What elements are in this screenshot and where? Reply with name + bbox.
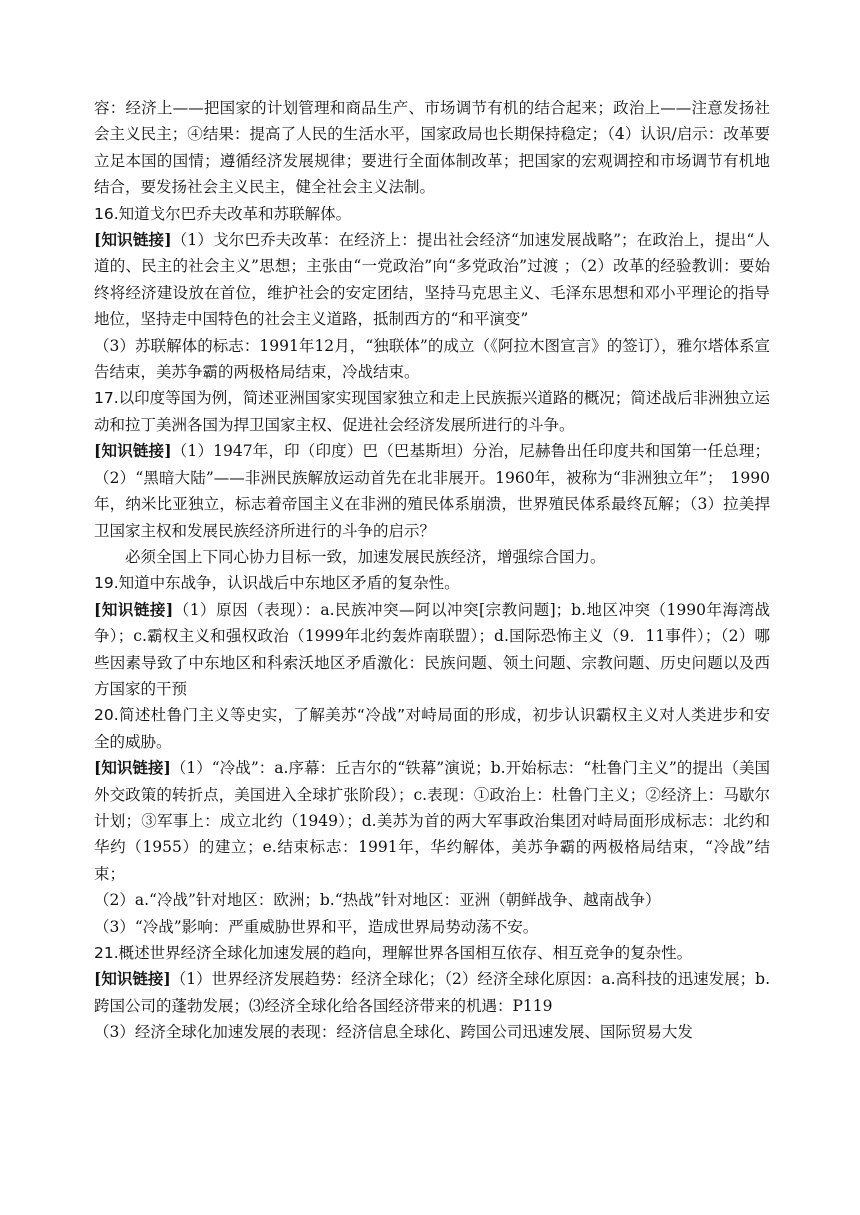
paragraph-body: （3）经济全球化加速发展的表现：经济信息全球化、跨国公司迅速发展、国际贸易大发 — [94, 1023, 693, 1042]
knowledge-link-tag: [知识链接] — [94, 441, 172, 461]
paragraph-body: 容：经济上——把国家的计划管理和商品生产、市场调节有机的结合起来；政治上——注意发扬社会主义民主；④结果：提高了人民的生活水平，国家政局也长期保持稳定；（4）认识/启示：改革要立足本国的国情；遵循经济发展规律；要进行全面体制改革；把国家的宏观调控和市场调节有机地结合，要发扬社会主义民主，健全社会主义法制。 — [94, 99, 770, 197]
knowledge-link-tag: [知识链接] — [94, 599, 174, 619]
section-heading-21: 21.概述世界经济全球化加速发展的趋向，理解世界各国相互依存、相互竞争的复杂性。 — [94, 944, 693, 962]
paragraph-body: （2）a.“冷战”针对地区：欧洲；b.“热战”针对地区：亚洲（朝鲜战争、越南战争） — [94, 891, 661, 910]
paragraph-body: （3）苏联解体的标志：1991年12月，“独联体”的成立（《阿拉木图宣言》的签订），雅尔塔体系宣告结束，美苏争霸的两极格局结束，冷战结束。 — [94, 336, 770, 382]
section-heading-19: 19.知道中东战争，认识战后中东地区矛盾的复杂性。 — [94, 574, 460, 593]
knowledge-link-tag: [知识链接] — [94, 758, 171, 778]
section-heading-16: 16.知道戈尔巴乔夫改革和苏联解体。 — [94, 204, 352, 223]
knowledge-link-text: （1）戈尔巴乔夫改革：在经济上：提出社会经济“加速发展战略”；在政治上，提出“人道的、民主的社会主义”思想；主张由“一党政治”向“多党政治”过渡 ；（2）改革的经验教训：要始终将经济建设放在首位，维护社会的安定团结，坚持马克思主义、毛泽东思想和邓小平理论的指导地位，坚持走中国特色的社会主义道路，抵制西方的“和平演变” — [94, 231, 770, 329]
knowledge-link-paragraph — [94, 966, 770, 1019]
knowledge-link-text: （1）“冷战”：a.序幕：丘吉尔的“铁幕”演说；b.开始标志：“杜鲁门主义”的提出（美国外交政策的转折点，美国进入全球扩张阶段）；c.表现：①政治上：杜鲁门主义；②经济上：马歇尔计划；③军事上：成立北约（1949）；d.美苏为首的两大军事政治集团对峙局面形成标志：北约和华约（1955）的建立；e.结束标志：1991年，华约解体，美苏争霸的两极格局结束，“冷战”结束； — [94, 759, 770, 883]
knowledge-link-text: （1）世界经济发展趋势：经济全球化；（2）经济全球化原因：a.高科技的迅速发展；b.跨国公司的蓬勃发展；⑶经济全球化给各国经济带来的机遇：P119 — [94, 970, 771, 1015]
knowledge-link-paragraph — [94, 438, 770, 544]
section-heading-17: 17.以印度等国为例，简述亚洲国家实现国家独立和走上民族振兴道路的概况；简述战后非洲独立运动和拉丁美洲各国为捍卫国家主权、促进社会经济发展所进行的斗争。 — [94, 389, 770, 434]
knowledge-link-paragraph — [94, 755, 770, 887]
knowledge-link-tag: [知识链接] — [94, 230, 172, 250]
paragraph-indented: 必须全国上下同心协力目标一致，加速发展民族经济，增强综合国力。 — [125, 547, 606, 566]
paragraph-body: （3）“冷战”影响：严重威胁世界和平，造成世界局势动荡不安。 — [94, 917, 539, 936]
section-heading-20: 20.简述杜鲁门主义等史实，了解美苏“冷战”对峙局面的形成，初步认识霸权主义对人类进步和安全的威胁。 — [94, 706, 770, 751]
knowledge-link-text: （1）原因（表现）：a.民族冲突—阿以冲突[宗教问题]；b.地区冲突（1990年海湾战争）；c.霸权主义和强权政治（1999年北约轰炸南联盟）；d.国际恐怖主义（9．11事件）；（2）哪些因素导致了中东地区和科索沃地区矛盾激化：民族问题、领土问题、宗教问题、历史问题以及西方国家的干预 — [94, 600, 770, 698]
knowledge-link-paragraph — [94, 597, 770, 703]
knowledge-link-tag: [知识链接] — [94, 969, 171, 989]
knowledge-link-text: （1）1947年，印（印度）巴（巴基斯坦）分治，尼赫鲁出任印度共和国第一任总理；（2）“黑暗大陆”——非洲民族解放运动首先在北非展开。1960年，被称为“非洲独立年”； 1990年，纳米比亚独立，标志着帝国主义在非洲的殖民体系崩溃，世界殖民体系最终瓦解；（3）拉美捍卫国家主权和发展民族经济所进行的斗争的启示？ — [94, 442, 770, 540]
knowledge-link-paragraph — [94, 227, 770, 333]
document-content — [94, 95, 770, 1046]
